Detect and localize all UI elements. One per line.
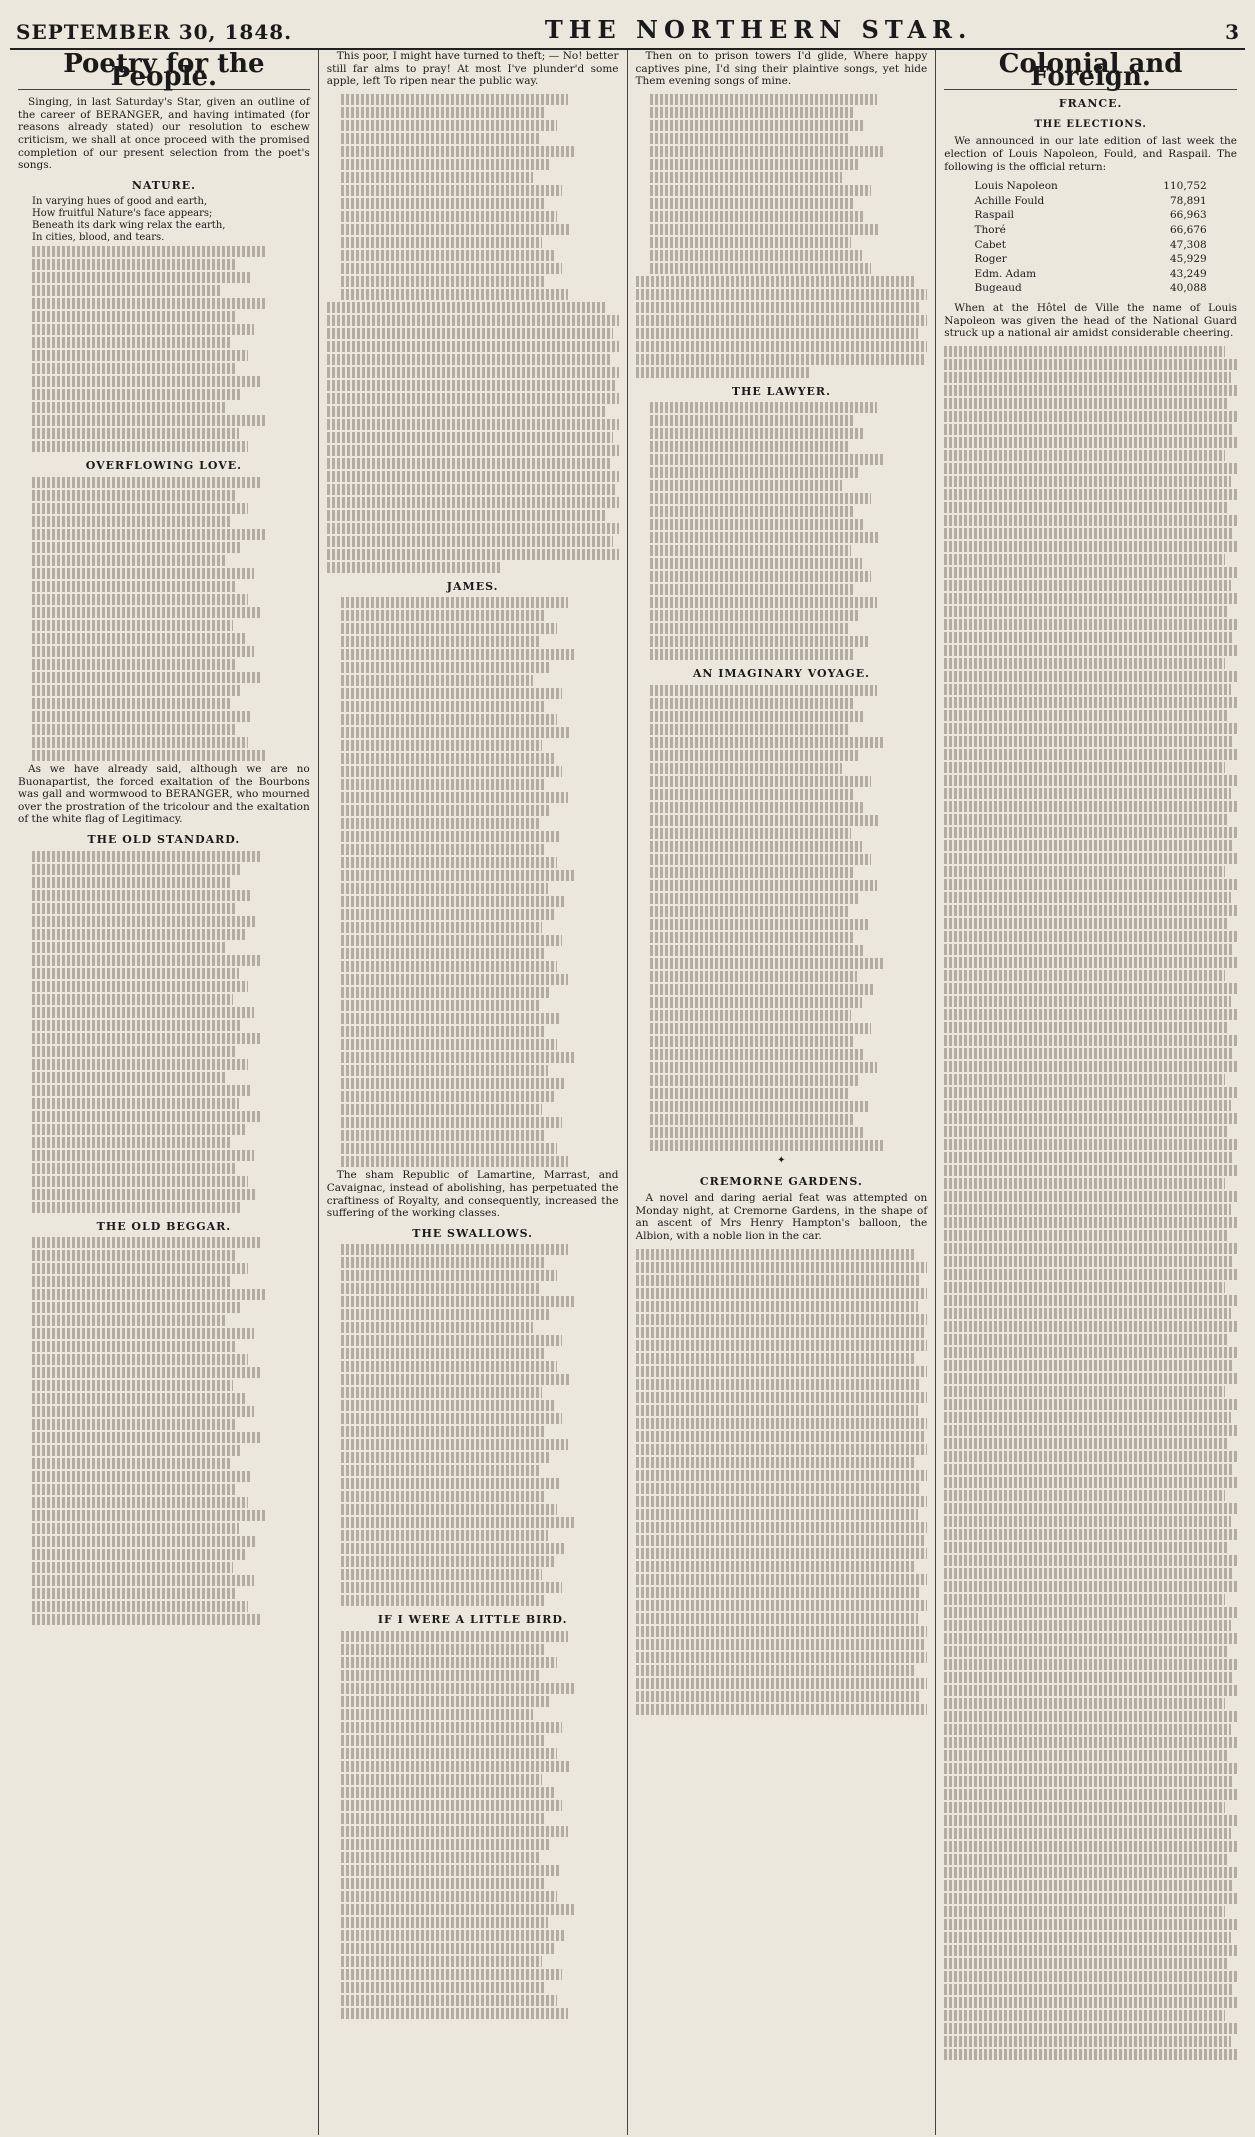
elections-intro: We announced in our late edition of last week the election of Louis Napoleon, Fould, and Raspail. The following is the official return: (944, 135, 1237, 173)
issue-date: SEPTEMBER 30, 1848. (16, 20, 293, 44)
verse-line: In varying hues of good and earth, (32, 196, 208, 208)
table-row (974, 223, 1208, 238)
vote-count: 66,676 (1169, 223, 1207, 236)
candidate-name: Louis Napoleon (974, 180, 1058, 193)
election-results-table (974, 179, 1208, 296)
column-poems-3 (628, 50, 937, 2135)
table-row (974, 267, 1208, 282)
candidate-name: Bugeaud (974, 282, 1022, 295)
body-text: A novel and daring aerial feat was attempted on Monday night, at Cremorne Gardens, in the shape of an ascent of Mrs Henry Hampton's balloon, the Albion, with a noble lion in the car. (635, 1192, 928, 1242)
verse-nature (18, 196, 310, 244)
section-cremorne: CREMORNE GARDENS. (699, 1174, 863, 1188)
vote-count: 78,891 (1169, 194, 1207, 207)
section-elections: THE ELECTIONS. (1034, 118, 1147, 130)
candidate-name: Raspail (974, 209, 1015, 222)
table-row (974, 194, 1208, 209)
section-overflowing-love: OVERFLOWING LOVE. (85, 459, 242, 473)
poetry-heading: Poetry for the People. (18, 58, 310, 90)
section-old-beggar: THE OLD BEGGAR. (96, 1219, 232, 1233)
table-row (974, 208, 1208, 223)
table-row (974, 179, 1208, 194)
column-poetry (10, 50, 319, 2135)
body-text: The sham Republic of Lamartine, Marrast, and Cavaignac, instead of abolishing, has perpetuated the craftiness of Royalty, and consequently, increased the suffering of the working classes. (326, 1169, 619, 1220)
vote-count: 110,752 (1163, 180, 1207, 193)
section-james: JAMES. (446, 579, 499, 593)
vote-count: 40,088 (1169, 282, 1207, 295)
vote-count: 66,963 (1169, 209, 1207, 222)
masthead (10, 0, 1245, 50)
foreign-heading: Colonial and Foreign. (944, 58, 1237, 90)
table-row (974, 281, 1208, 296)
columns (10, 50, 1245, 2135)
vote-count: 43,249 (1169, 267, 1207, 280)
candidate-name: Thoré (974, 223, 1006, 236)
section-lawyer: THE LAWYER. (731, 384, 831, 398)
table-row (974, 238, 1208, 253)
body-text: When at the Hôtel de Ville the name of Louis Napoleon was given the head of the National Guard struck up a national air amidst considerable cheering. (944, 301, 1237, 340)
verse-line: In cities, blood, and tears. (32, 232, 165, 244)
body-text: This poor, I might have turned to theft; — No! better still far alms to pray! At most I've plunder'd some apple, left To ripen near the public way. (326, 50, 619, 88)
divider-ornament: ✦ (777, 1154, 786, 1166)
section-france: FRANCE. (1058, 97, 1123, 111)
vote-count: 45,929 (1169, 253, 1207, 266)
verse-line: Beneath its dark wing relax the earth, (32, 220, 226, 232)
section-imaginary-voyage: AN IMAGINARY VOYAGE. (692, 667, 870, 681)
section-old-standard: THE OLD STANDARD. (87, 832, 241, 846)
candidate-name: Roger (974, 253, 1007, 266)
body-text: Then on to prison towers I'd glide, Where happy captives pine, I'd sing their plaintive songs, yet hide Them evening songs of mine. (635, 50, 928, 88)
candidate-name: Achille Fould (974, 194, 1045, 207)
poetry-intro: Singing, in last Saturday's Star, given an outline of the career of BERANGER, and having intimated (for reasons already stated) our resolution to eschew criticism, we shall at once proceed with the promised completion of our present selection from the poet's songs. (18, 96, 310, 172)
vote-count: 47,308 (1169, 238, 1207, 251)
section-nature: NATURE. (131, 178, 196, 192)
paper-title: THE NORTHERN STAR. (544, 15, 973, 44)
section-swallows: THE SWALLOWS. (412, 1226, 533, 1240)
page-number: 3 (1225, 20, 1239, 44)
column-poems-2 (319, 50, 628, 2135)
candidate-name: Cabet (974, 238, 1006, 251)
column-foreign (936, 50, 1245, 2135)
section-little-bird: IF I WERE A LITTLE BIRD. (377, 1613, 568, 1627)
candidate-name: Edm. Adam (974, 267, 1037, 280)
verse-line: How fruitful Nature's face appears; (32, 208, 213, 220)
table-row (974, 252, 1208, 267)
body-text: As we have already said, although we are no Buonapartist, the forced exaltation of the Bourbons was gall and wormwood to BERANGER, who mourned over the prostration of the tricolour and the exaltation of the white flag of Legitimacy. (18, 762, 310, 826)
